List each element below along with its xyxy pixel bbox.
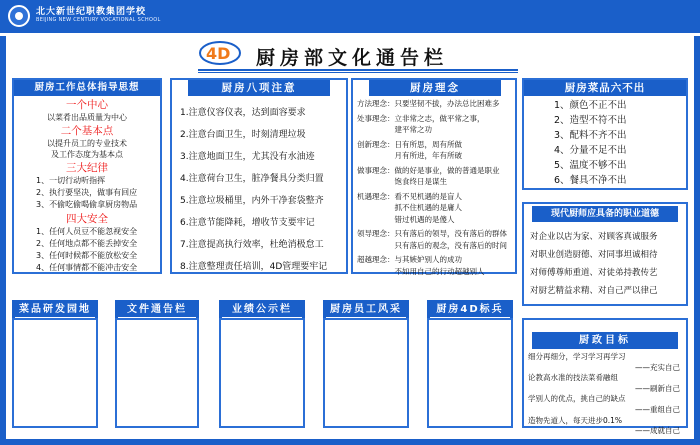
page-title: 厨房部文化通告栏	[256, 47, 449, 69]
idea-row: 方法理念：只要坚韧不拔，办法总比困难多	[357, 99, 500, 108]
six-item: 1、颜色不正不出	[554, 100, 627, 111]
safety-item: 1、任何人员豆不能忽视安全	[36, 227, 138, 236]
goal-row: 细分再细分，学习学习再学习	[528, 352, 626, 361]
research-heading: 菜品研发园地	[12, 300, 98, 320]
safety-item: 4、任何事情都不能冲击安全	[36, 263, 138, 272]
six-item: 6、餐具不净不出	[554, 175, 627, 186]
title-underline	[198, 69, 518, 71]
discipline-item: 2、执行要坚决，做事有回应	[36, 188, 138, 197]
idea-row: 不如用自己的行动超越别人	[357, 266, 485, 276]
ethics-item: 对师傅尊师重道、对徒弟持教传艺	[530, 268, 658, 278]
performance-heading: 业绩公示栏	[219, 300, 305, 320]
idea-rows	[357, 98, 507, 277]
title-underline-thin	[198, 72, 518, 73]
logo-text: 4D	[206, 44, 231, 63]
ethics-list	[530, 228, 658, 300]
goal-result: ——成就自己	[635, 426, 680, 436]
rule-item: 4.注意荷台卫生，脏净餐具分类归置	[180, 174, 324, 184]
goal-heading: 厨政目标	[532, 332, 678, 349]
idea-row: 饱食终日是谋生	[357, 177, 447, 186]
top-banner	[0, 0, 700, 36]
basic-title: 二个基本点	[60, 125, 114, 137]
ethics-item: 对企业以店为家、对顾客真诚服务	[530, 232, 658, 242]
goal-result: ——刷新自己	[635, 383, 680, 393]
goal-result: ——充实自己	[635, 362, 680, 372]
goal-row: 学别人的优点，挑自己的缺点	[528, 394, 626, 404]
rules-panel	[170, 78, 348, 274]
idea-heading: 厨房理念	[369, 80, 501, 96]
idea-row: 只有落后的观念，没有落后的时间	[357, 240, 507, 250]
rule-item: 6.注意节能降耗，增收节支要牢记	[180, 218, 315, 228]
goal-panel	[522, 318, 688, 436]
idea-row: 月有所进，年有所破	[357, 151, 462, 160]
discipline-title: 三大纪律	[66, 162, 108, 174]
discipline-item: 3、不偷吃偷喝偷拿厨房物品	[36, 200, 138, 209]
guide-heading: 厨房工作总体指导思想	[14, 80, 160, 96]
4d-logo-icon	[198, 40, 242, 66]
guide-panel	[12, 78, 162, 274]
goal-row: 造物先道人，每天进步0.1%	[528, 415, 623, 425]
idea-row: 抓不住机遇的是庸人	[357, 203, 462, 212]
school-name: 北大新世纪职教集团学校	[36, 7, 147, 17]
six-no-panel	[522, 78, 688, 190]
idea-row: 建平常之功	[357, 125, 432, 134]
research-board	[12, 318, 98, 428]
idea-row: 超越理念：与其嫉妒别人的成功	[357, 255, 462, 264]
idea-row: 机遇理念：看不见机遇的是盲人	[357, 191, 462, 201]
safety-list	[14, 226, 160, 274]
goal-row: 论教高水准的技法菜肴融组	[528, 373, 618, 383]
idea-row: 创新理念：日有所思，周有所做	[357, 139, 462, 149]
six-list	[554, 98, 627, 188]
discipline-item: 1、一切行动听指挥	[36, 176, 106, 185]
rule-item: 1.注意仪容仪表，达到面容要求	[180, 108, 306, 118]
model-board	[427, 318, 513, 428]
six-item: 5、温度不够不出	[554, 160, 627, 171]
center-title: 一个中心	[66, 99, 108, 111]
staff-board	[323, 318, 409, 428]
school-seal-icon	[8, 5, 30, 27]
rule-item: 3.注意地面卫生，尤其没有水油迹	[180, 152, 315, 162]
rules-heading: 厨房八项注意	[188, 80, 330, 96]
rule-item: 5.注意垃圾桶里，内外干净套袋整齐	[180, 196, 324, 206]
safety-item: 3、任何时候都不能放松安全	[36, 251, 138, 260]
six-heading: 厨房菜品六不出	[524, 80, 686, 96]
six-item: 3、配料不齐不出	[554, 130, 627, 141]
ethics-item: 对职业创造厨德、对同事坦诚相待	[530, 250, 658, 260]
safety-item: 2、任何地点都不能丢掉安全	[36, 239, 138, 248]
title-bar	[198, 40, 518, 68]
school-name-en: BEIJING NEW CENTURY VOCATIONAL SCHOOL	[36, 17, 161, 23]
safety-title: 四大安全	[66, 213, 108, 225]
discipline-list	[14, 175, 160, 211]
notice-heading: 文件通告栏	[115, 300, 199, 320]
goal-rows	[528, 352, 680, 437]
idea-row: 处事理念：立非常之志，做平常之事，	[357, 113, 485, 123]
rule-item: 2.注意台面卫生，时刻清理垃圾	[180, 130, 306, 140]
staff-heading: 厨房员工风采	[323, 300, 409, 320]
performance-board	[219, 318, 305, 428]
center-text: 以菜肴出品质量为中心	[47, 113, 127, 122]
idea-row: 错过机遇的是傻人	[357, 214, 455, 224]
six-item: 2、造型不符不出	[554, 115, 627, 126]
rule-item: 7.注意提高执行效率，杜绝消极怠工	[180, 240, 324, 250]
idea-panel	[351, 78, 517, 274]
notice-board	[115, 318, 199, 428]
idea-row: 领导理念：只有落后的领导，没有落后的群体	[357, 229, 507, 238]
six-item: 4、分量不足不出	[554, 145, 627, 156]
goal-result: ——重组自己	[635, 404, 680, 414]
idea-row: 做事理念：做的好是事业，做的普通是职业	[357, 165, 500, 175]
ethics-item: 对厨艺精益求精、对自己严以律己	[530, 286, 658, 296]
basic-line: 及工作态度为基本点	[51, 150, 123, 159]
basic-line: 以提升员工的专业技术	[47, 139, 127, 148]
rule-item: 8.注意整理责任培训，4D管理要牢记	[180, 262, 328, 272]
ethics-heading: 现代厨师应具备的职业道德	[532, 206, 678, 222]
ethics-panel	[522, 202, 688, 306]
model-heading: 厨房4D标兵	[427, 300, 513, 320]
rules-list	[180, 102, 327, 278]
